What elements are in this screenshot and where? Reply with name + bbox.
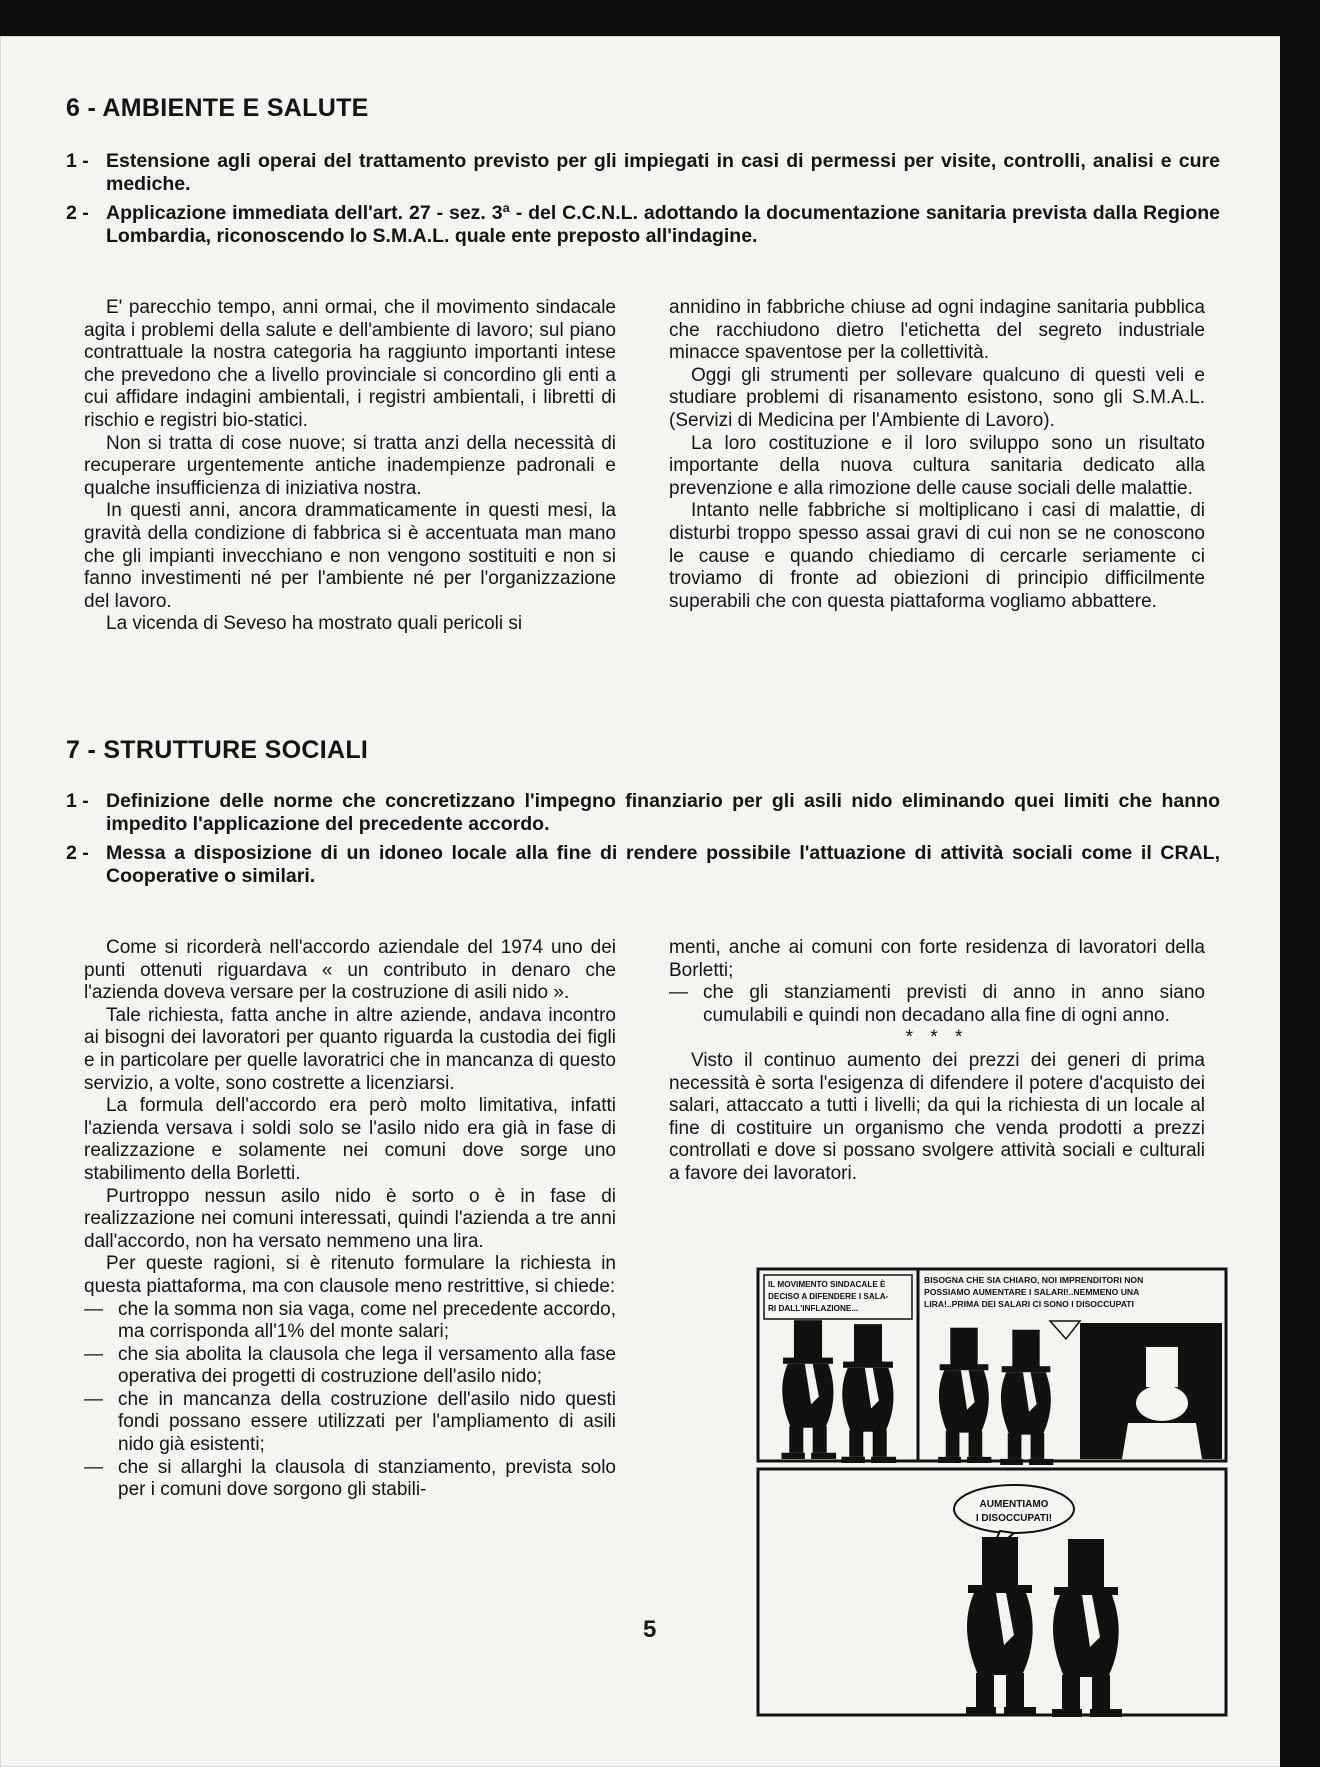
demand-text: Definizione delle norme che concretizzano l'impegno finanziario per gli asili nido eliminando quei limiti che hanno impedito l'applicazione del precedente accordo. — [106, 790, 1220, 835]
demand-number: 1 - — [66, 150, 89, 172]
paragraph: Tale richiesta, fatta anche in altre aziende, andava incontro ai bisogni dei lavoratori per quanto riguarda la custodia dei figli e in particolare per quelle lavoratrici che in mancanza di questo servizio, a volte, sono costrette a licenziarsi. — [84, 1004, 616, 1094]
dash-item — [84, 1389, 616, 1457]
dash-item-text: che la somma non sia vaga, come nel precedente accordo, ma corrisponda all'1% del monte salari; — [118, 1298, 616, 1343]
paragraph: In questi anni, ancora drammaticamente in questi mesi, la gravità della condizione di fabbrica si è accentuata man mano che gli impianti invecchiano e non vengono sostituiti e non si fanno investimenti né per l'ambiente né per l'organizzazione del lavoro. — [84, 500, 616, 612]
dash-item-text: che sia abolita la clausola che lega il versamento alla fase operativa dei progetti di costruzione dell'asilo nido; — [118, 1343, 616, 1388]
section-6-demands — [66, 150, 1220, 254]
paragraph: E' parecchio tempo, anni ormai, che il movimento sindacale agita i problemi della salute e dell'ambiente di lavoro; sul piano contrattuale la nostra categoria ha raggiunto importanti intese che prevedono che a livello provinciale si concordino gli enti a cui affidare indagini ambientali, i registri ambientali, i libretti di rischio e registri bio-statici. — [84, 297, 616, 431]
section-separator: * * * — [905, 1027, 969, 1049]
page-number: 5 — [643, 1616, 657, 1643]
paragraph: Non si tratta di cose nuove; si tratta anzi della necessità di recuperare urgentemente antiche inadempienze padronali e qualche insufficienza di iniziativa nostra. — [84, 432, 616, 499]
demand-number: 1 - — [66, 790, 89, 812]
panel-2-caption-line: BISOGNA CHE SIA CHIARO, NOI IMPRENDITORI NON — [924, 1275, 1144, 1285]
comic-panel-2 — [918, 1269, 1226, 1465]
paragraph: Per queste ragioni, si è ritenuto formulare la richiesta in questa piattaforma, ma con clausole meno restrittive, si chiede: — [84, 1253, 616, 1297]
dash-item — [84, 1457, 616, 1502]
paragraph: La formula dell'accordo era però molto limitativa, infatti l'azienda versava i soldi solo se l'asilo nido era già in fase di realizzazione e solamente nei comuni dove sorge uno stabilimento della Borletti. — [84, 1095, 616, 1184]
demand-number: 2 - — [66, 842, 89, 864]
demand-number: 2 - — [66, 202, 89, 224]
section-6-title: 6 - AMBIENTE E SALUTE — [66, 94, 369, 122]
section-7-demands — [66, 790, 1220, 894]
demand-text: Applicazione immediata dell'art. 27 - sez. 3ª - del C.C.N.L. adottando la documentazione sanitaria prevista dalla Regione Lombardia, riconoscendo lo S.M.A.L. quale ente preposto all'indagine. — [106, 202, 1220, 247]
boss-body — [1122, 1423, 1202, 1459]
paragraph-continuation: menti, anche ai comuni con forte residenza di lavoratori della Borletti; — [669, 937, 1205, 981]
demand-item — [66, 150, 1220, 196]
boss-head — [1136, 1385, 1188, 1421]
panel-2-caption-line: LIRA!..PRIMA DEI SALARI CI SONO I DISOCCUPATI — [924, 1299, 1134, 1309]
dash-mark: — — [84, 1388, 103, 1410]
panel-1-caption-line: RI DALL'INFLAZIONE... — [768, 1304, 859, 1313]
demand-text: Estensione agli operai del trattamento previsto per gli impiegati in casi di permessi per visite, controlli, analisi e cure mediche. — [106, 150, 1220, 195]
scan-border-top — [0, 0, 1320, 40]
paragraph: Visto il continuo aumento dei prezzi dei generi di prima necessità è sorta l'esigenza di difendere il potere d'acquisto dei salari, attaccato a tutti i livelli; da qui la richiesta di un locale al fine di costituire un organismo che venda prodotti a prezzi controllati e dove si possano svolgere attività sociali e culturali a favore dei lavoratori. — [669, 1049, 1205, 1184]
dash-item-text: che si allarghi la clausola di stanziamento, prevista solo per i comuni dove sorgono gli stabili- — [118, 1456, 616, 1501]
dash-mark: — — [669, 982, 688, 1004]
boss-hat — [1146, 1347, 1178, 1387]
paragraph: annidino in fabbriche chiuse ad ogni indagine sanitaria pubblica che racchiudono dietro l'etichetta del segreto industriale minacce spaventose per la collettività. — [669, 297, 1205, 364]
section-6-left-column — [84, 297, 616, 636]
dash-item-text: che gli stanziamenti previsti di anno in anno siano cumulabili e quindi non decadano alla fine di ogni anno. — [703, 982, 1205, 1026]
dash-item — [84, 1299, 616, 1344]
demand-item — [66, 790, 1220, 836]
paragraph: La vicenda di Seveso ha mostrato quali pericoli si — [106, 613, 523, 635]
paragraph: Oggi gli strumenti per sollevare qualcuno di questi veli e studiare problemi di risanamento esistono, sono gli S.M.A.L. (Servizi di Medicina per l'Ambiente di Lavoro). — [669, 364, 1205, 431]
paragraph: Come si ricorderà nell'accordo aziendale del 1974 uno dei punti ottenuti riguardava « un contributo in denaro che l'azienda doveva versare per la costruzione di asili nido ». — [84, 937, 616, 1004]
paragraph: Purtroppo nessun asilo nido è sorto o è in fase di realizzazione nei comuni interessati, quindi l'azienda a tre anni dall'accordo, non ha versato nemmeno una lira. — [84, 1185, 616, 1252]
comic-panel-3 — [758, 1469, 1226, 1717]
dash-item — [669, 982, 1205, 1027]
section-7-left-column — [84, 937, 616, 1502]
demand-item — [66, 842, 1220, 888]
panel-1-caption-line: IL MOVIMENTO SINDACALE È — [768, 1280, 886, 1289]
dash-mark: — — [84, 1343, 103, 1365]
scan-border-right — [1280, 0, 1320, 1767]
section-7-title: 7 - STRUTTURE SOCIALI — [66, 736, 369, 764]
panel-3-bubble-line: AUMENTIAMO — [979, 1499, 1049, 1510]
demand-item — [66, 202, 1220, 248]
demand-text: Messa a disposizione di un idoneo locale alla fine di rendere possibile l'attuazione di attività sociali come il CRAL, Cooperative o similari. — [106, 842, 1220, 887]
paragraph: La loro costituzione e il loro sviluppo sono un risultato importante della nuova cultura sanitaria dedicato alla prevenzione e alla rimozione delle cause sociali delle malattie. — [669, 432, 1205, 499]
comic-strip — [750, 1263, 1232, 1723]
section-6-right-column — [669, 297, 1205, 613]
comic-panel-1 — [758, 1269, 918, 1463]
panel-2-caption-line: POSSIAMO AUMENTARE I SALARI!..NEMMENO UNA — [924, 1287, 1140, 1297]
dash-mark: — — [84, 1456, 103, 1478]
panel-3-bubble-line: I DISOCCUPATI! — [975, 1513, 1053, 1524]
section-7-right-column — [669, 937, 1205, 1186]
paragraph: Intanto nelle fabbriche si moltiplicano i casi di malattie, di disturbi troppo spesso assai gravi di cui non se ne conoscono le cause e quando chiediamo di cercarle seriamente ci troviamo di fronte ad obiezioni di principio difficilmente superabili che con questa piattaforma vogliamo abbattere. — [669, 500, 1205, 612]
dash-item — [84, 1344, 616, 1389]
dash-item-text: che in mancanza della costruzione dell'asilo nido questi fondi possano essere utilizzati per l'ampliamento di asili nido già esistenti; — [118, 1388, 616, 1456]
dash-mark: — — [84, 1298, 103, 1320]
panel-1-caption-line: DECISO A DIFENDERE I SALA- — [768, 1292, 889, 1301]
